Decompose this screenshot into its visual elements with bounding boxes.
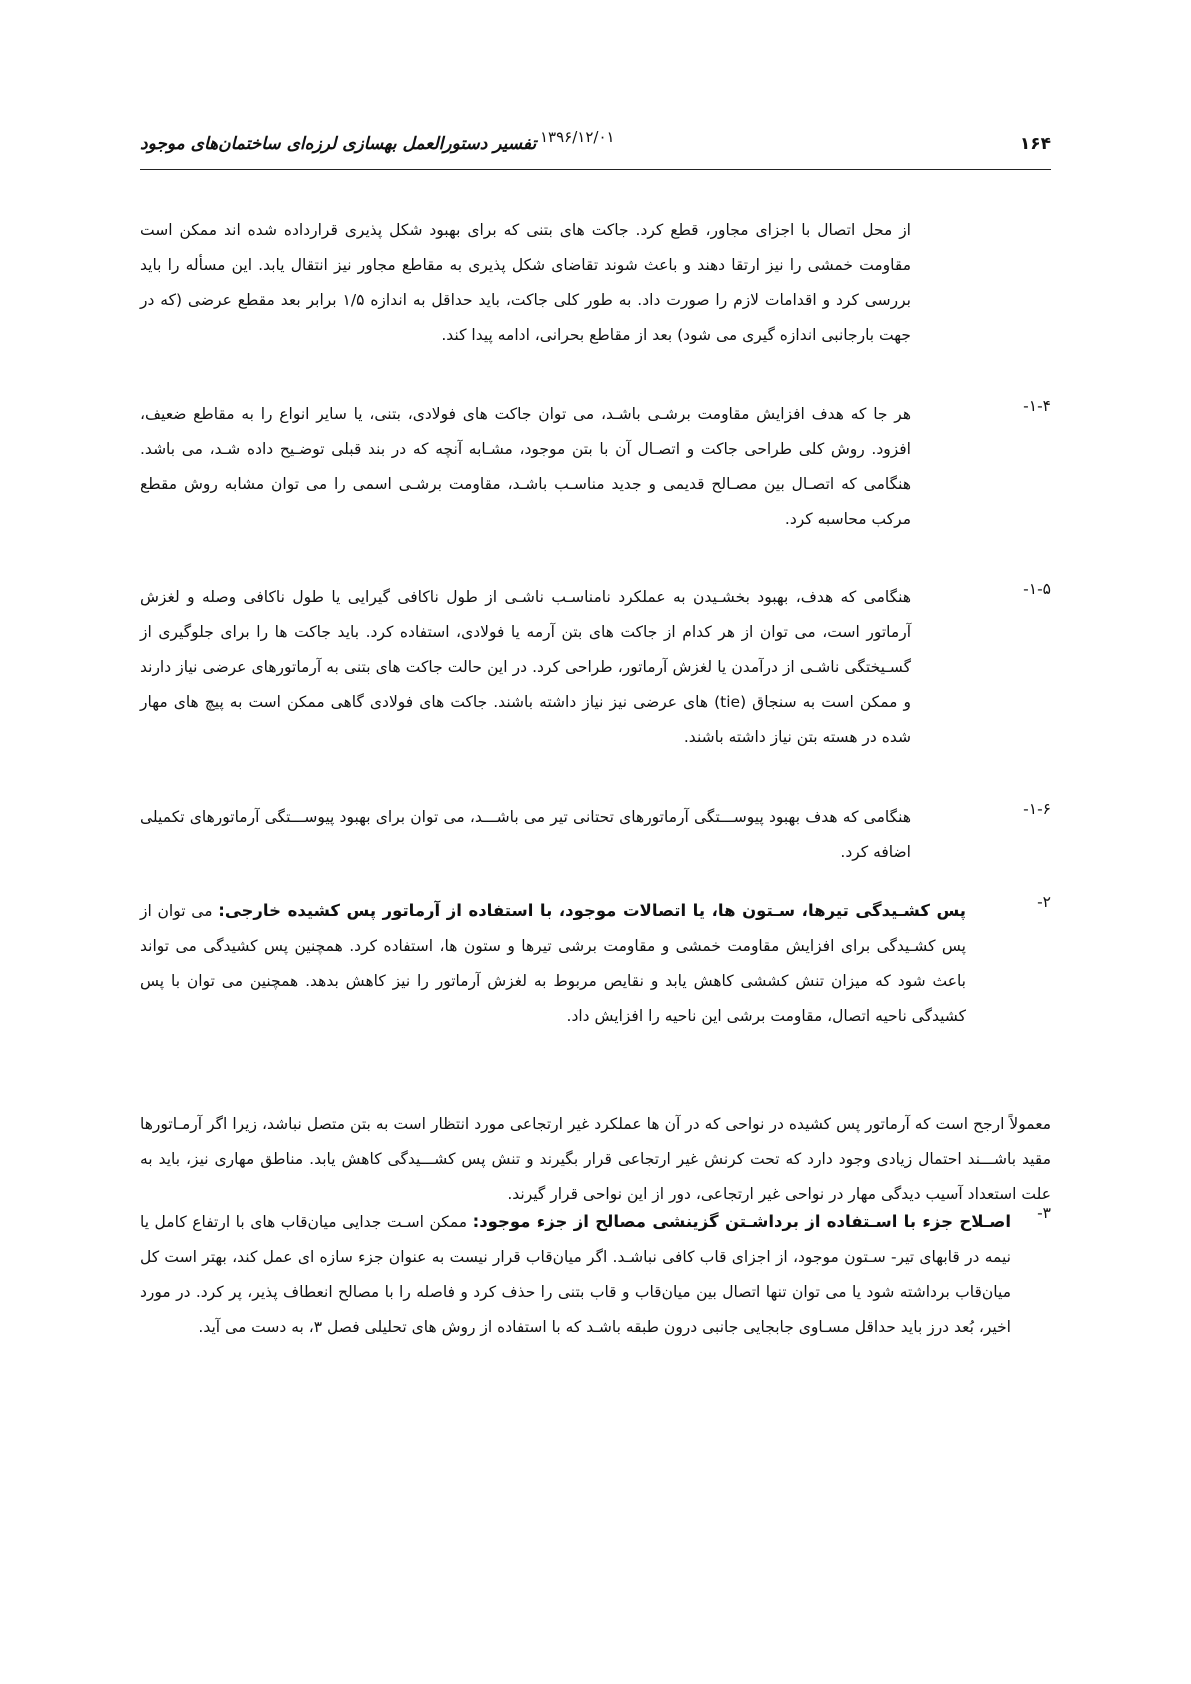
item-paragraph xyxy=(140,893,966,1034)
body-paragraph: معمولاً ارجح است که آرماتور پس کشیده در نواحی که در آن ها عملکرد غیر ارتجاعی مورد انتظار است به بتن متصل نباشد، زیرا اگر آرمـاتورها مقید باشـــند احتمال زیادی وجود دارد که تحت کرنش غیر ارتجاعی قرار بگیرند و تنش پس کشـــیدگی کاهش یابد. مناطق مهاری نیز، باید به علت استعداد آسیب دیدگی مهار در نواحی غیر ارتجاعی، دور از این نواحی قرار گیرند. xyxy=(140,1115,1051,1203)
intro-paragraph: از محل اتصال با اجزای مجاور، قطع کرد. جاکت های بتنی که برای بهبود شکل پذیری قرارداده شده اند ممکن است مقاومت خمشی را نیز ارتقا دهند و باعث شوند تقاضای شکل پذیری به مقاطع مجاور نیز انتقال یابد. این مسأله را باید بررسی کرد و اقدامات لازم را صورت داد. به طور کلی جاکت، باید حداقل به اندازه ۱/۵ برابر بعد مقطع عرضی (که در جهت بارجانبی اندازه گیری می شود) بعد از مقاطع بحرانی، ادامه پیدا کند. xyxy=(140,221,911,344)
item-body: ممکن اسـت جدایی میان‌قاب های با ارتفاع کامل یا نیمه در قابهای تیر- سـتون موجود، از اجزای قاب کافی نباشـد. اگر میان‌قاب قرار نیست به عنوان جزء سازه ای عمل کند، بهتر است کل میان‌قاب برداشته شود یا می توان تنها اتصال بین میان‌قاب و قاب بتنی را حذف کرد و فاصله را با مصالح انعطاف پذیر، پر کرد. در مورد اخیر، بُعد درز باید حداقل مسـاوی جابجایی جانبی درون طبقه باشـد که با استفاده از روش های تحلیلی فصل ۳، به دست می آید. xyxy=(140,1213,1011,1336)
item-paragraph xyxy=(140,1204,1011,1345)
item-body: می توان از پس کشـیدگی برای افزایش مقاومت خمشی و مقاومت برشی تیرها و ستون ها، استفاده کرد. همچنین پس کشیدگی می تواند باعث شود که میزان تنش کششی کاهش یابد و نقایص مربوط به لغزش آرماتور را نیز کاهش بدهد. همچنین می توان با پس کشیدگی ناحیه اتصال، مقاومت برشی این ناحیه را افزایش داد. xyxy=(140,902,966,1025)
item-number: ۲- xyxy=(1037,893,1051,911)
item-number: ۱-۵- xyxy=(1023,580,1051,598)
item-paragraph: هر جا که هدف افزایش مقاومت برشـی باشـد، می توان جاکت های فولادی، بتنی، یا سایر انواع را به مقاطع ضعیف، افزود. روش کلی طراحی جاکت و اتصـال آن با بتن موجود، مشـابه آنچه که در بند قبلی توضـیح داده شـد، می باشد. هنگامی که اتصـال بین مصـالح قدیمی و جدید مناسـب باشـد، مقاومت برشـی اسمی را می توان مشابه روش مقطع مرکب محاسبه کرد. xyxy=(140,405,911,528)
running-title: تفسیر دستورالعمل بهسازی لرزه‌ای ساختمان‌های موجود xyxy=(140,134,537,154)
page-number: ۱۶۴ xyxy=(1019,134,1051,154)
item-heading: اصـلاح جزء با اسـتفاده از برداشـتن گزینشی مصالح از جزء موجود: xyxy=(472,1212,1012,1231)
header-date: ۱۳۹۶/۱۲/۰۱ xyxy=(540,128,615,146)
item-paragraph: هنگامی که هدف بهبود پیوســـتگی آرماتورهای تحتانی تیر می باشـــد، می توان برای بهبود پیوســـتگی آرماتورهای تکمیلی اضافه کرد. xyxy=(140,808,911,861)
item-number: ۱-۴- xyxy=(1023,397,1051,415)
item-paragraph: هنگامی که هدف، بهبود بخشـیدن به عملکرد نامناسـب ناشـی از طول ناکافی گیرایی یا طول ناکافی وصله و لغزش آرماتور است، می توان از هر کدام از جاکت های بتن آرمه یا فولادی، استفاده کرد. باید جاکت ها را برای جلوگیری از گسـیختگی ناشـی از درآمدن یا لغزش آرماتور، طراحی کرد. در این حالت جاکت های بتنی به آرماتورهای عرضی نیاز دارند و ممکن است به سنجاق (tie) های عرضی نیز نیاز داشته باشند. جاکت های فولادی گاهی ممکن است به پیچ های مهار شده در هسته بتن نیاز داشته باشند. xyxy=(140,588,911,746)
page-header xyxy=(140,128,1051,168)
item-number: ۱-۶- xyxy=(1023,800,1051,818)
item-number: ۳- xyxy=(1037,1204,1051,1222)
header-divider xyxy=(140,169,1051,170)
item-heading: پس کشـیدگی تیرها، سـتون ها، یا اتصالات موجود، با استفاده از آرماتور پس کشیده خارجی: xyxy=(218,901,966,920)
